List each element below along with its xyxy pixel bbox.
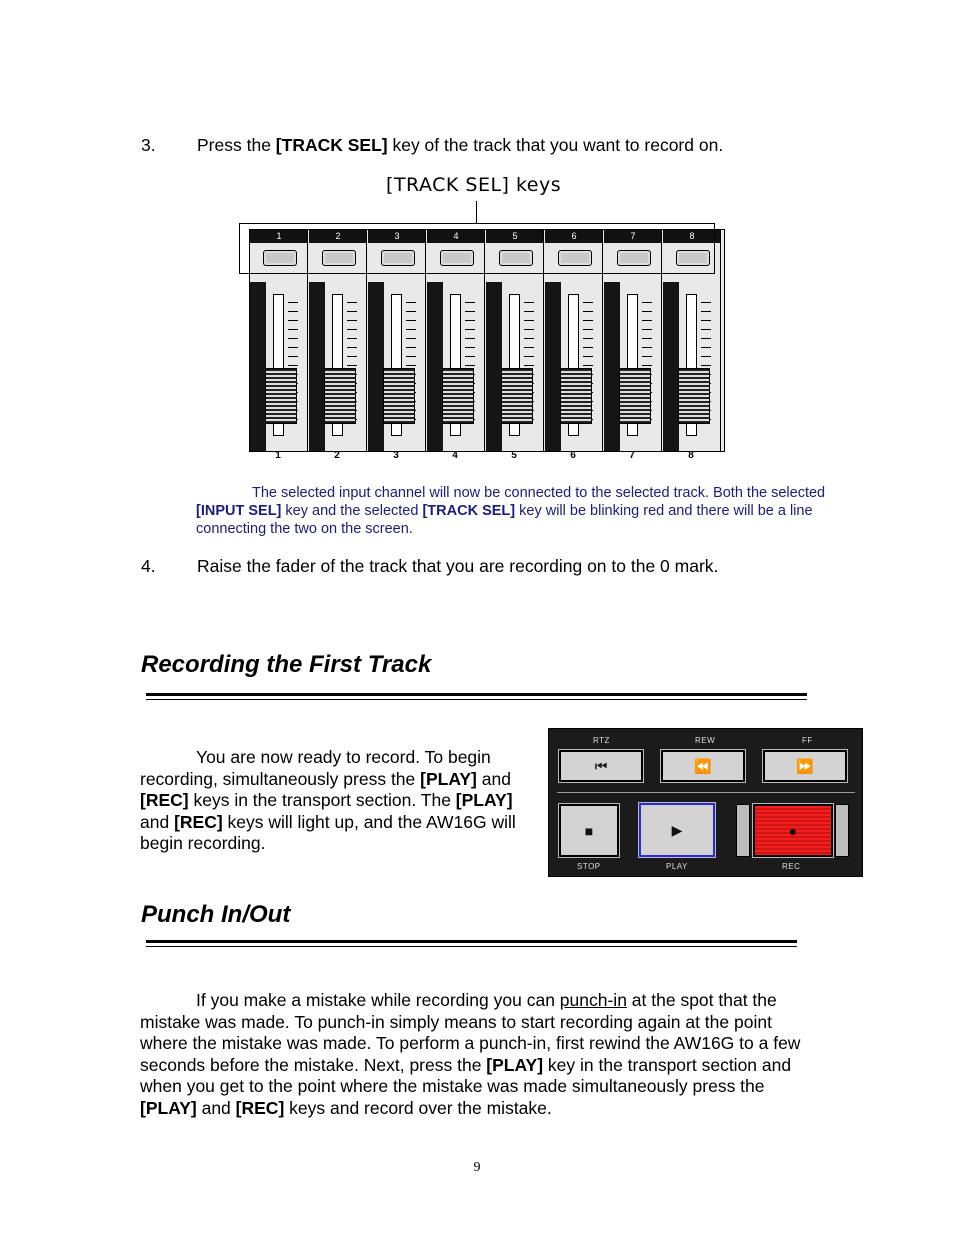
rec-key-side-left [736, 804, 750, 857]
step-3-text [197, 135, 723, 156]
play-label: PLAY [666, 862, 688, 871]
fader-cap [324, 368, 356, 424]
channel-number: 4 [452, 450, 458, 461]
channel-header: 6 [545, 230, 603, 243]
channel-number: 5 [511, 450, 517, 461]
rec-key-side-right [835, 804, 849, 857]
recording-paragraph [140, 747, 530, 855]
stop-icon: ■ [584, 822, 594, 839]
punch-text-2: at the spot that the mistake was made. To punch-in simply means to start recording again at the point where the mistake was made. To perform a punch-in, first rewind the AW16G to a few seconds before the mistake. Next, press the [140, 990, 801, 1075]
channel-number: 6 [570, 450, 576, 461]
input-sel-key-label: [INPUT SEL] [196, 503, 282, 519]
punch-text-5: keys and record over the mistake. [284, 1097, 552, 1118]
note-text-2: key and the selected [281, 503, 423, 519]
note-text-3: key will be blinking red and there will be a line connecting the two on the screen. [196, 503, 813, 537]
channel-number: 7 [629, 450, 635, 461]
channel-header: 8 [663, 230, 721, 243]
punch-paragraph [140, 990, 820, 1119]
punch-in-term: punch-in [559, 990, 627, 1010]
heading-rule-thin [146, 699, 807, 700]
fader-cap [501, 368, 533, 424]
note-text-1: The selected input channel will now be connected to the selected track. Both the selected [252, 485, 826, 501]
step-3-pre: Press the [197, 135, 276, 155]
play-key [639, 803, 715, 857]
strip-panel [250, 282, 266, 451]
track-sel-key-label: [TRACK SEL] [422, 503, 516, 519]
strip-panel [486, 282, 502, 451]
section-heading-recording: Recording the First Track [141, 651, 432, 678]
channel-header: 5 [486, 230, 544, 243]
fader-cap [619, 368, 651, 424]
figure-caption: [TRACK SEL] keys [386, 174, 562, 196]
rec-key-label: [REC] [235, 1097, 285, 1118]
rec-key-label: [REC] [174, 811, 223, 832]
transport-section-figure [548, 728, 863, 877]
ff-key [763, 750, 847, 782]
rec-text-5: keys will light up, and the AW16G will begin recording. [140, 811, 516, 853]
fader-cap [678, 368, 710, 424]
play-key-label: [PLAY] [140, 1097, 197, 1118]
channel-header: 2 [309, 230, 367, 243]
punch-text-3: key in the transport section and when you get to the point where the mistake was made simultaneously press the [140, 1054, 792, 1096]
heading-rule [146, 940, 797, 943]
channel-number: 8 [688, 450, 694, 461]
fast-forward-icon: ⏩ [796, 757, 814, 774]
step-4-text: Raise the fader of the track that you are recording on to the 0 mark. [197, 556, 719, 576]
strip-panel [309, 282, 325, 451]
rec-label: REC [782, 862, 801, 871]
play-key-label: [PLAY] [455, 790, 513, 810]
section-heading-punch: Punch In/Out [141, 901, 291, 928]
channel-header: 3 [368, 230, 426, 243]
play-key-label: [PLAY] [486, 1054, 544, 1075]
rtz-key [559, 750, 643, 782]
step-4-number: 4. [141, 556, 156, 576]
step-3-post: key of the track that you want to record on. [387, 135, 724, 155]
fader-cap [383, 368, 415, 424]
rewind-icon: ⏪ [694, 757, 712, 774]
rec-key-label: [REC] [140, 790, 189, 810]
transport-divider [557, 792, 855, 793]
channel-header: 1 [250, 230, 308, 243]
rew-key [661, 750, 745, 782]
record-icon: ● [788, 822, 798, 839]
rew-label: REW [695, 736, 716, 745]
channel-number: 3 [393, 450, 399, 461]
caption-leader-line [476, 201, 477, 223]
strip-divider [720, 230, 721, 451]
strip-panel [663, 282, 679, 451]
track-sel-highlight-box [239, 223, 715, 274]
fader-cap [442, 368, 474, 424]
rtz-label: RTZ [593, 736, 610, 745]
channel-number: 2 [334, 450, 340, 461]
stop-label: STOP [577, 862, 601, 871]
strip-panel [545, 282, 561, 451]
rec-text-3: keys in the transport section. The [188, 790, 456, 810]
channel-number: 1 [275, 450, 281, 461]
heading-rule [146, 693, 807, 696]
step-3-number: 3. [141, 135, 156, 155]
play-key-label: [PLAY] [420, 768, 477, 789]
channel-header: 7 [604, 230, 662, 243]
track-sel-key-label: [TRACK SEL] [275, 135, 388, 155]
stop-key [559, 804, 619, 857]
selection-note [196, 484, 836, 538]
heading-rule-thin [146, 946, 797, 947]
strip-panel [368, 282, 384, 451]
fader-cap [560, 368, 592, 424]
fader-cap [265, 368, 297, 424]
rec-text-1: You are now ready to record. To begin recording, simultaneously press the [140, 747, 491, 789]
rec-text-2: and [476, 768, 511, 789]
page-number: 9 [473, 1160, 481, 1175]
rec-text-4: and [140, 811, 175, 832]
strip-panel [427, 282, 443, 451]
punch-text-1: If you make a mistake while recording you can [196, 990, 560, 1010]
ff-label: FF [802, 736, 813, 745]
strip-panel [604, 282, 620, 451]
rec-key [753, 804, 833, 857]
rtz-icon: ⏮ [594, 757, 608, 774]
play-icon: ▶ [671, 821, 683, 838]
channel-header: 4 [427, 230, 485, 243]
punch-text-4: and [196, 1097, 236, 1118]
